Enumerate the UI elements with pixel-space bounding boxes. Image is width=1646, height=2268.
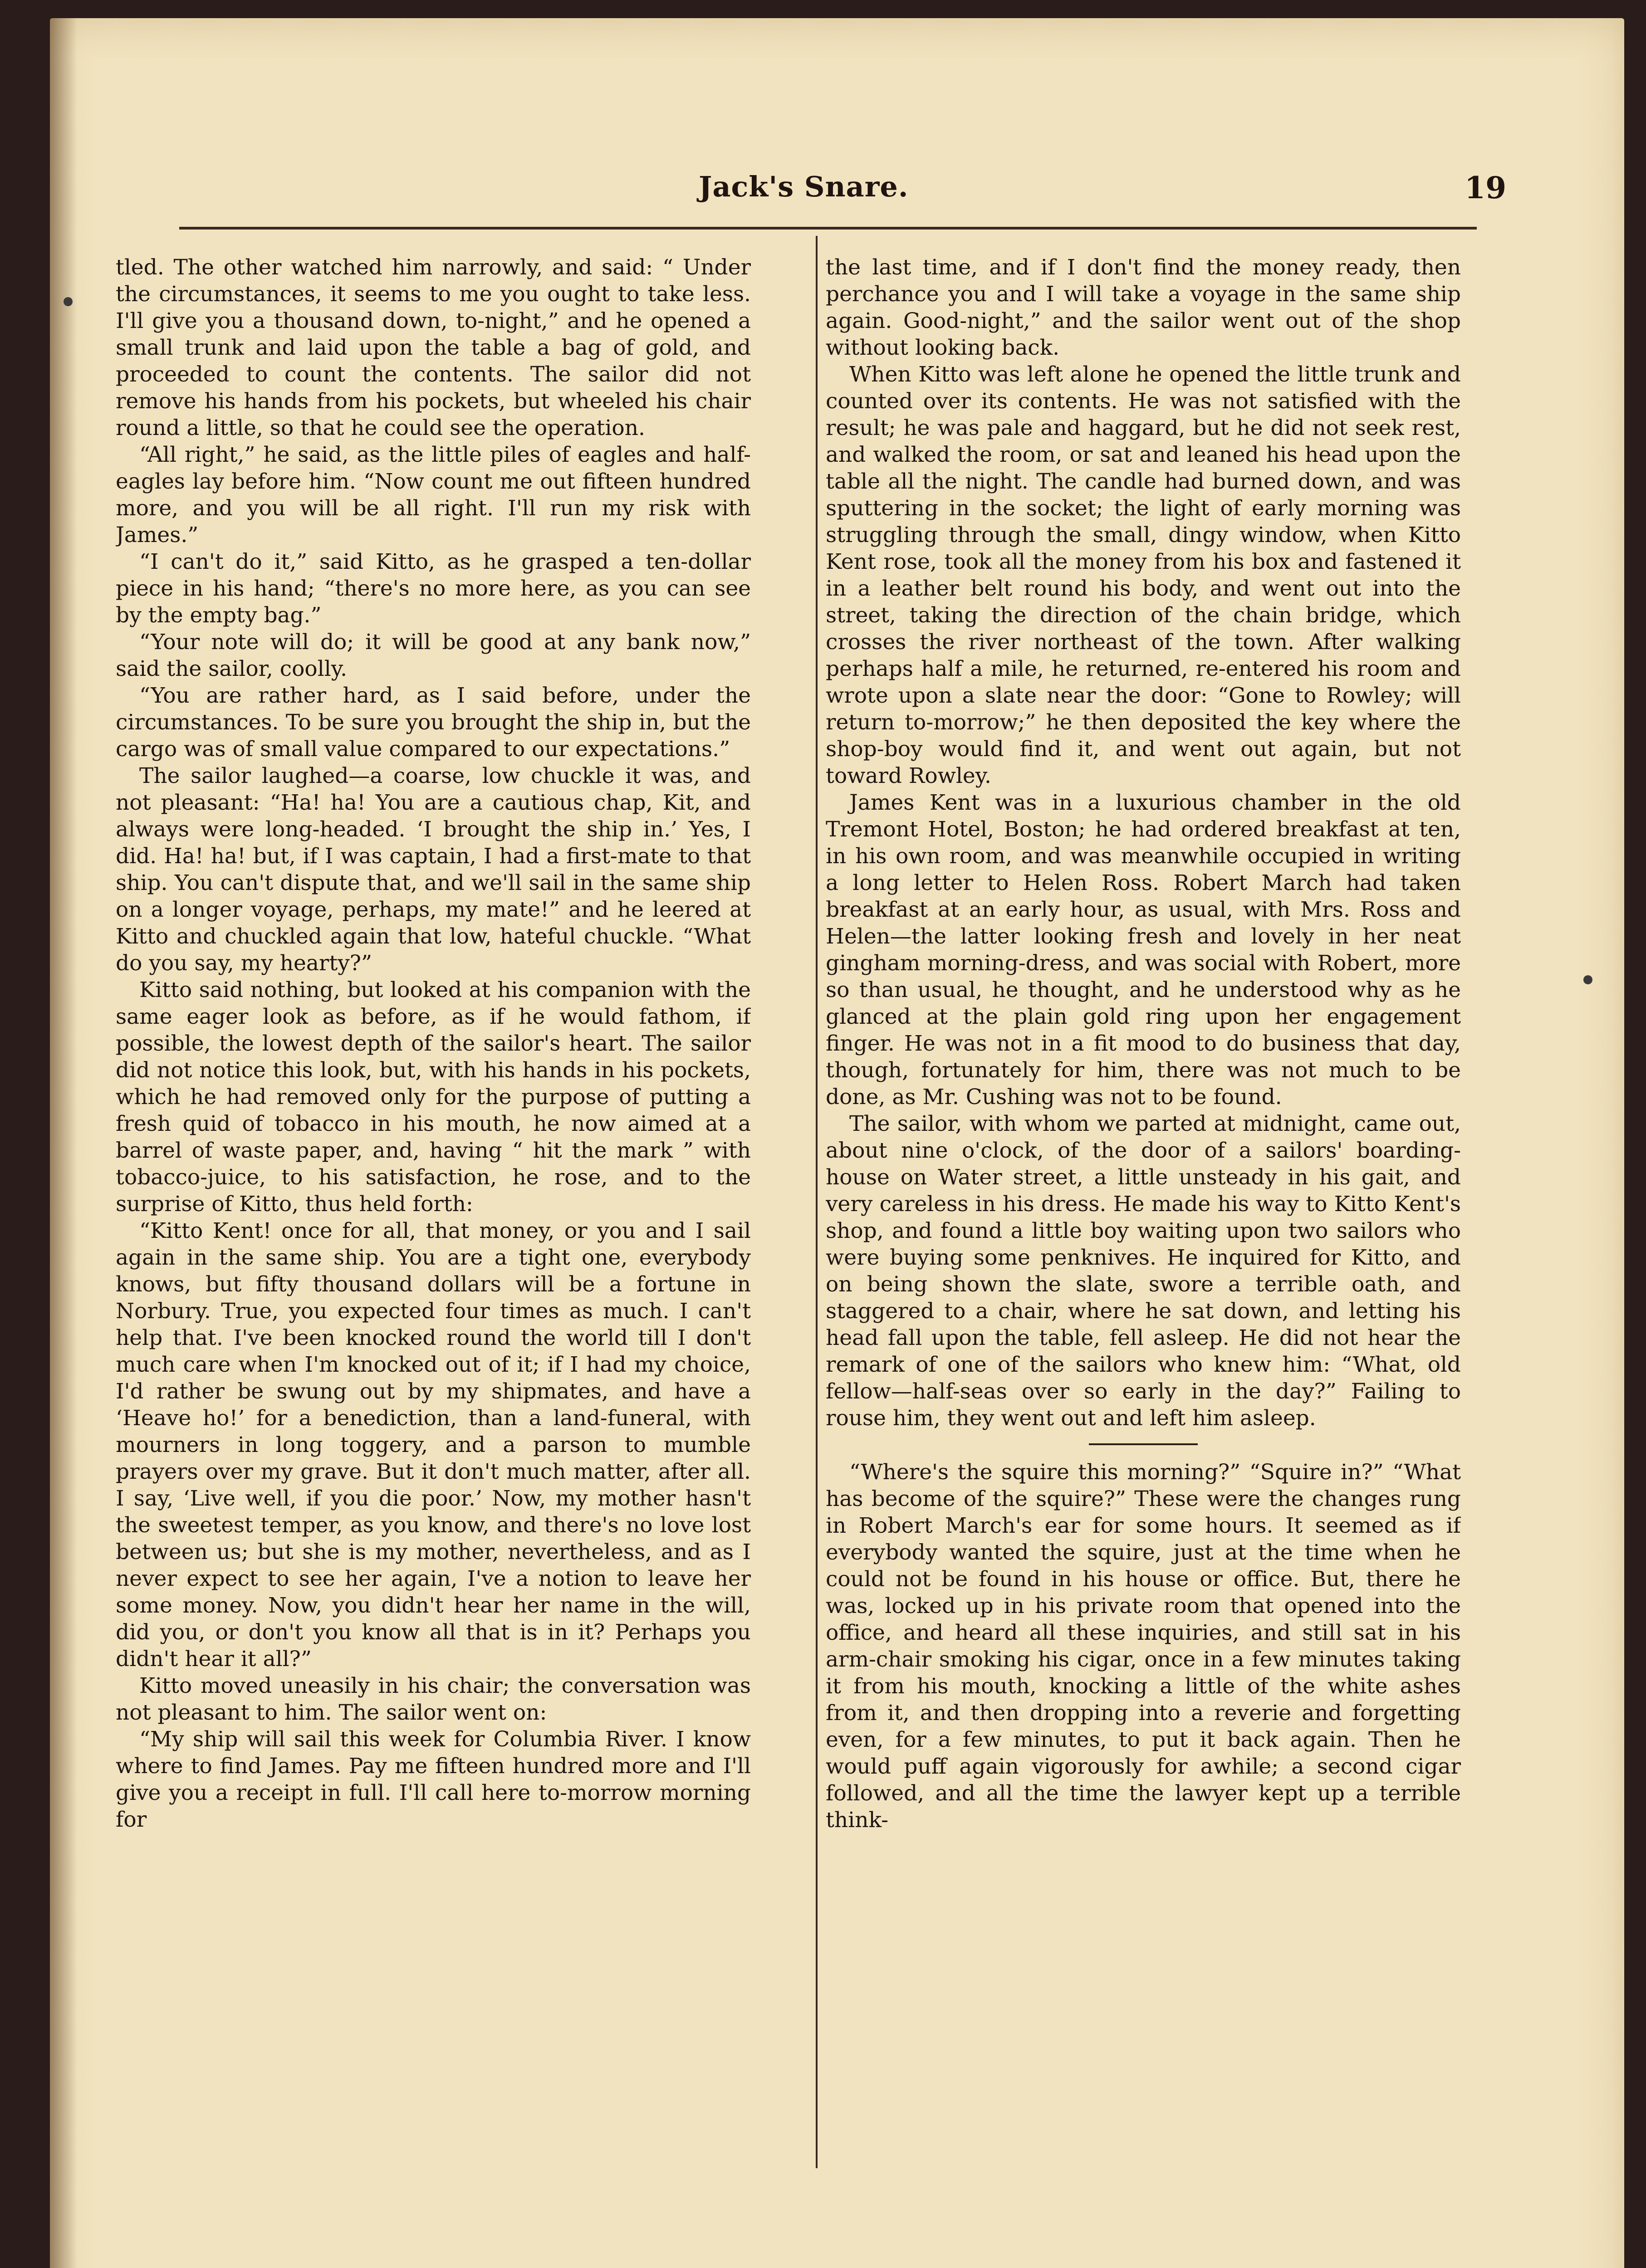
page-number: 19 — [1465, 170, 1506, 205]
paragraph: the last time, and if I don't find the money ready, then perchance you and I will take a voyage in the same ship again. Good-night,” and the sailor went out of the shop without looking back. — [826, 255, 1461, 360]
paragraph: James Kent was in a luxurious chamber in the old Tremont Hotel, Boston; he had ordered breakfast at ten, in his own room, and was meanwhile occupied in writing a long letter to Helen Ross. Robert March had taken breakfast at an early hour, as usual, with Mrs. Ross and Helen—the latter looking fresh and lovely in her neat gingham morning-dress, and was social with Robert, more so than usual, he thought, and he understood why as he glanced at the plain gold ring upon her engagement finger. He was not in a fit mood to do business that day, though, fortunately for him, there was not much to be done, as Mr. Cushing was not to be found. — [826, 790, 1461, 1110]
paragraph: “Where's the squire this morning?” “Squire in?” “What has become of the squire?” These were the changes rung in Robert March's ear for some hours. It seemed as if everybody wanted the squire, just at the time when he could not be found in his house or office. But, there he was, locked up in his private room that opened into the office, and heard all these inquiries, and still sat in his arm-chair smoking his cigar, once in a few minutes taking it from his mouth, knocking a little of the white ashes from it, and then dropping into a reverie and forgetting even, for a few minutes, to put it back again. Then he would puff again vigorously for awhile; a second cigar followed, and all the time the lawyer kept up a terrible think- — [826, 1460, 1461, 1833]
paragraph: The sailor laughed—a coarse, low chuckle it was, and not pleasant: “Ha! ha! You are a cautious chap, Kit, and always were long-headed. ‘I brought the ship in.’ Yes, I did. Ha! ha! but, if I was captain, I had a first-mate to that ship. You can't dispute that, and we'll sail in the same ship on a longer voyage, perhaps, my mate!” and he leered at Kitto and chuckled again that low, hateful chuckle. “What do you say, my hearty?” — [116, 763, 751, 976]
right-column — [826, 254, 1461, 2186]
column-divider — [816, 236, 818, 2168]
paragraph: “You are rather hard, as I said before, under the circumstances. To be sure you brought the ship in, but the cargo was of small value compared to our expectations.” — [116, 683, 751, 762]
paragraph: Kitto said nothing, but looked at his companion with the same eager look as before, as if he would fathom, if possible, the lowest depth of the sailor's heart. The sailor did not notice this look, but, with his hands in his pockets, which he had removed only for the purpose of putting a fresh quid of tobacco in his mouth, he now aimed at a barrel of waste paper, and, having “ hit the mark ” with tobacco-juice, to his satisfaction, he rose, and to the surprise of Kitto, thus held forth: — [116, 978, 751, 1217]
paragraph: “I can't do it,” said Kitto, as he grasped a ten-dollar piece in his hand; “there's no more here, as you can see by the empty bag.” — [116, 549, 751, 628]
binding-hole-dot — [1583, 975, 1592, 984]
right-column-section-a — [826, 254, 1461, 1432]
binding-gutter — [50, 18, 77, 2268]
paragraph: The sailor, with whom we parted at midnight, came out, about nine o'clock, of the door of a sailors' boarding-house on Water street, a little unsteady in his gait, and very careless in his dress. He made his way to Kitto Kent's shop, and found a little boy waiting upon two sailors who were buying some penknives. He inquired for Kitto, and on being shown the slate, swore a terrible oath, and staggered to a chair, where he sat down, and letting his head fall upon the table, fell asleep. He did not hear the remark of one of the sailors who knew him: “What, old fellow—half-seas over so early in the day?” Failing to rouse him, they went out and left him asleep. — [826, 1111, 1461, 1431]
running-title: Jack's Snare. — [699, 170, 909, 203]
paragraph: “My ship will sail this week for Columbia River. I know where to find James. Pay me fifteen hundred more and I'll give you a receipt in full. I'll call here to-morrow morning for — [116, 1727, 751, 1832]
right-column-section-b — [826, 1459, 1461, 1833]
paragraph: “Your note will do; it will be good at any bank now,” said the sailor, coolly. — [116, 630, 751, 681]
paragraph: When Kitto was left alone he opened the little trunk and counted over its contents. He was not satisfied with the result; he was pale and haggard, but he did not seek rest, and walked the room, or sat and leaned his head upon the table all the night. The candle had burned down, and was sputtering in the socket; the light of early morning was struggling through the small, dingy window, when Kitto Kent rose, took all the money from his box and fastened it in a leather belt round his body, and went out into the street, taking the direction of the chain bridge, which crosses the river northeast of the town. After walking perhaps half a mile, he returned, re-entered his room and wrote upon a slate near the door: “Gone to Rowley; will return to-morrow;” he then deposited the key where the shop-boy would find it, and went out again, but not toward Rowley. — [826, 362, 1461, 788]
paragraph: “Kitto Kent! once for all, that money, or you and I sail again in the same ship. You are a tight one, everybody knows, but fifty thousand dollars will be a fortune in Norbury. True, you expected four times as much. I can't help that. I've been knocked round the world till I don't much care when I'm knocked out of it; if I had my choice, I'd rather be swung out by my shipmates, and have a ‘Heave ho!’ for a benediction, than a land-funeral, with mourners in long toggery, and a parson to mumble prayers over my grave. But it don't much matter, after all. I say, ‘Live well, if you die poor.’ Now, my mother hasn't the sweetest temper, as you know, and there's no love lost between us; but she is my mother, nevertheless, and as I never expect to see her again, I've a notion to leave her some money. Now, you didn't hear her name in the will, did you, or don't you know all that is in it? Perhaps you didn't hear it all?” — [116, 1218, 751, 1672]
left-column — [116, 254, 751, 2186]
binding-hole-dot — [64, 297, 73, 306]
paragraph: “All right,” he said, as the little piles of eagles and half-eagles lay before him. “Now count me out fifteen hundred more, and you will be all right. I'll run my risk with James.” — [116, 442, 751, 547]
paragraph: tled. The other watched him narrowly, and said: “ Under the circumstances, it seems to me you ought to take less. I'll give you a thousand down, to-night,” and he opened a small trunk and laid upon the table a bag of gold, and proceeded to count the contents. The sailor did not remove his hands from his pockets, but wheeled his chair round a little, so that he could see the operation. — [116, 255, 751, 440]
page-header — [644, 170, 1506, 220]
section-break-rule — [1089, 1443, 1198, 1445]
paragraph: Kitto moved uneasily in his chair; the conversation was not pleasant to him. The sailor went on: — [116, 1673, 751, 1725]
header-rule — [179, 227, 1477, 230]
